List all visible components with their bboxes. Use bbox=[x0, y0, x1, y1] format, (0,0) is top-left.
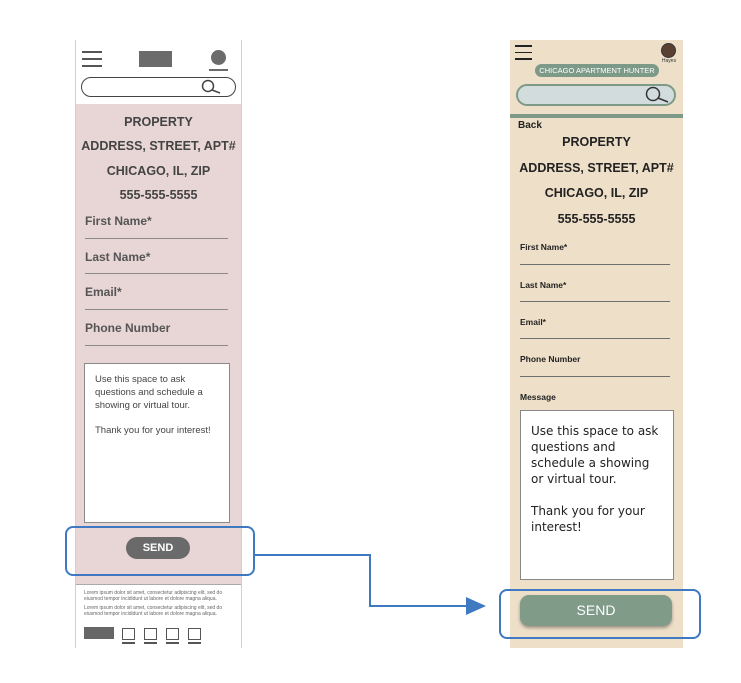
last-name-underline bbox=[85, 273, 228, 274]
user-name: Hayes bbox=[661, 58, 677, 64]
footer-nav-underline bbox=[144, 642, 157, 644]
send-button[interactable]: SEND bbox=[126, 537, 190, 559]
message-label: Message bbox=[520, 392, 556, 402]
header-divider bbox=[510, 114, 683, 118]
property-title: PROPERTY bbox=[562, 135, 631, 149]
search-icon[interactable] bbox=[200, 79, 226, 95]
hamburger-menu-icon[interactable] bbox=[515, 45, 532, 61]
email-underline bbox=[520, 338, 670, 339]
footer-nav-active[interactable] bbox=[84, 627, 114, 639]
message-textarea[interactable]: Use this space to ask questions and schedule a showing or virtual tour. Thank you for your interest! bbox=[84, 363, 230, 523]
footer-nav-icon[interactable] bbox=[144, 628, 157, 640]
phone-field[interactable]: Phone Number bbox=[85, 321, 171, 335]
footer-nav-icon[interactable] bbox=[166, 628, 179, 640]
avatar-icon[interactable] bbox=[211, 50, 226, 65]
hamburger-menu-icon[interactable] bbox=[82, 51, 102, 67]
last-name-field[interactable]: Last Name* bbox=[520, 280, 567, 290]
phone-field[interactable]: Phone Number bbox=[520, 354, 581, 364]
footer-nav-underline bbox=[122, 642, 135, 644]
property-city: CHICAGO, IL, ZIP bbox=[544, 186, 649, 200]
search-input[interactable] bbox=[516, 84, 676, 106]
first-name-field[interactable]: First Name* bbox=[85, 214, 152, 228]
property-phone: 555-555-5555 bbox=[119, 188, 198, 202]
footer-text: Lorem ipsum dolor sit amet, consectetur adipiscing elit, sed do eiusmod tempor incididunt ut labore et dolore magna aliqua. bbox=[84, 605, 223, 617]
brand-badge: CHICAGO APARTMENT HUNTER bbox=[535, 64, 659, 77]
email-field[interactable]: Email* bbox=[520, 317, 546, 327]
hifi-screen bbox=[510, 40, 683, 648]
message-textarea[interactable]: Use this space to ask questions and schedule a showing or virtual tour. Thank you for your interest! bbox=[520, 410, 674, 580]
last-name-field[interactable]: Last Name* bbox=[85, 250, 151, 264]
phone-underline bbox=[85, 345, 228, 346]
last-name-underline bbox=[520, 301, 670, 302]
highlight-box-wireframe-send bbox=[65, 526, 255, 576]
send-button[interactable]: SEND bbox=[520, 595, 672, 626]
avatar-icon[interactable] bbox=[661, 43, 676, 58]
first-name-field[interactable]: First Name* bbox=[520, 242, 568, 252]
back-link[interactable]: Back bbox=[518, 120, 542, 131]
highlight-box-hifi-send bbox=[499, 589, 701, 639]
footer-nav-icon[interactable] bbox=[188, 628, 201, 640]
phone-underline bbox=[520, 376, 670, 377]
footer-nav-underline bbox=[188, 642, 201, 644]
search-icon[interactable] bbox=[642, 86, 672, 104]
wireframe-header bbox=[76, 40, 241, 105]
footer-text: Lorem ipsum dolor sit amet, consectetur adipiscing elit, sed do eiusmod tempor incididunt ut labore et dolore magna aliqua. bbox=[84, 590, 223, 602]
logo-placeholder bbox=[139, 51, 172, 67]
footer-nav-underline bbox=[166, 642, 179, 644]
arrow-head-icon bbox=[466, 597, 486, 615]
email-field[interactable]: Email* bbox=[85, 285, 122, 299]
property-phone: 555-555-5555 bbox=[557, 212, 636, 226]
property-title: PROPERTY bbox=[124, 115, 193, 129]
first-name-underline bbox=[85, 238, 228, 239]
footer-nav-icon[interactable] bbox=[122, 628, 135, 640]
search-input[interactable] bbox=[81, 77, 236, 97]
email-underline bbox=[85, 309, 228, 310]
wireframe-content bbox=[76, 104, 241, 584]
property-address: ADDRESS, STREET, APT# bbox=[81, 139, 236, 153]
first-name-underline bbox=[520, 264, 670, 265]
wireframe-footer bbox=[76, 584, 241, 649]
property-city: CHICAGO, IL, ZIP bbox=[106, 164, 211, 178]
property-address: ADDRESS, STREET, APT# bbox=[519, 161, 674, 175]
avatar-underline bbox=[209, 69, 228, 71]
